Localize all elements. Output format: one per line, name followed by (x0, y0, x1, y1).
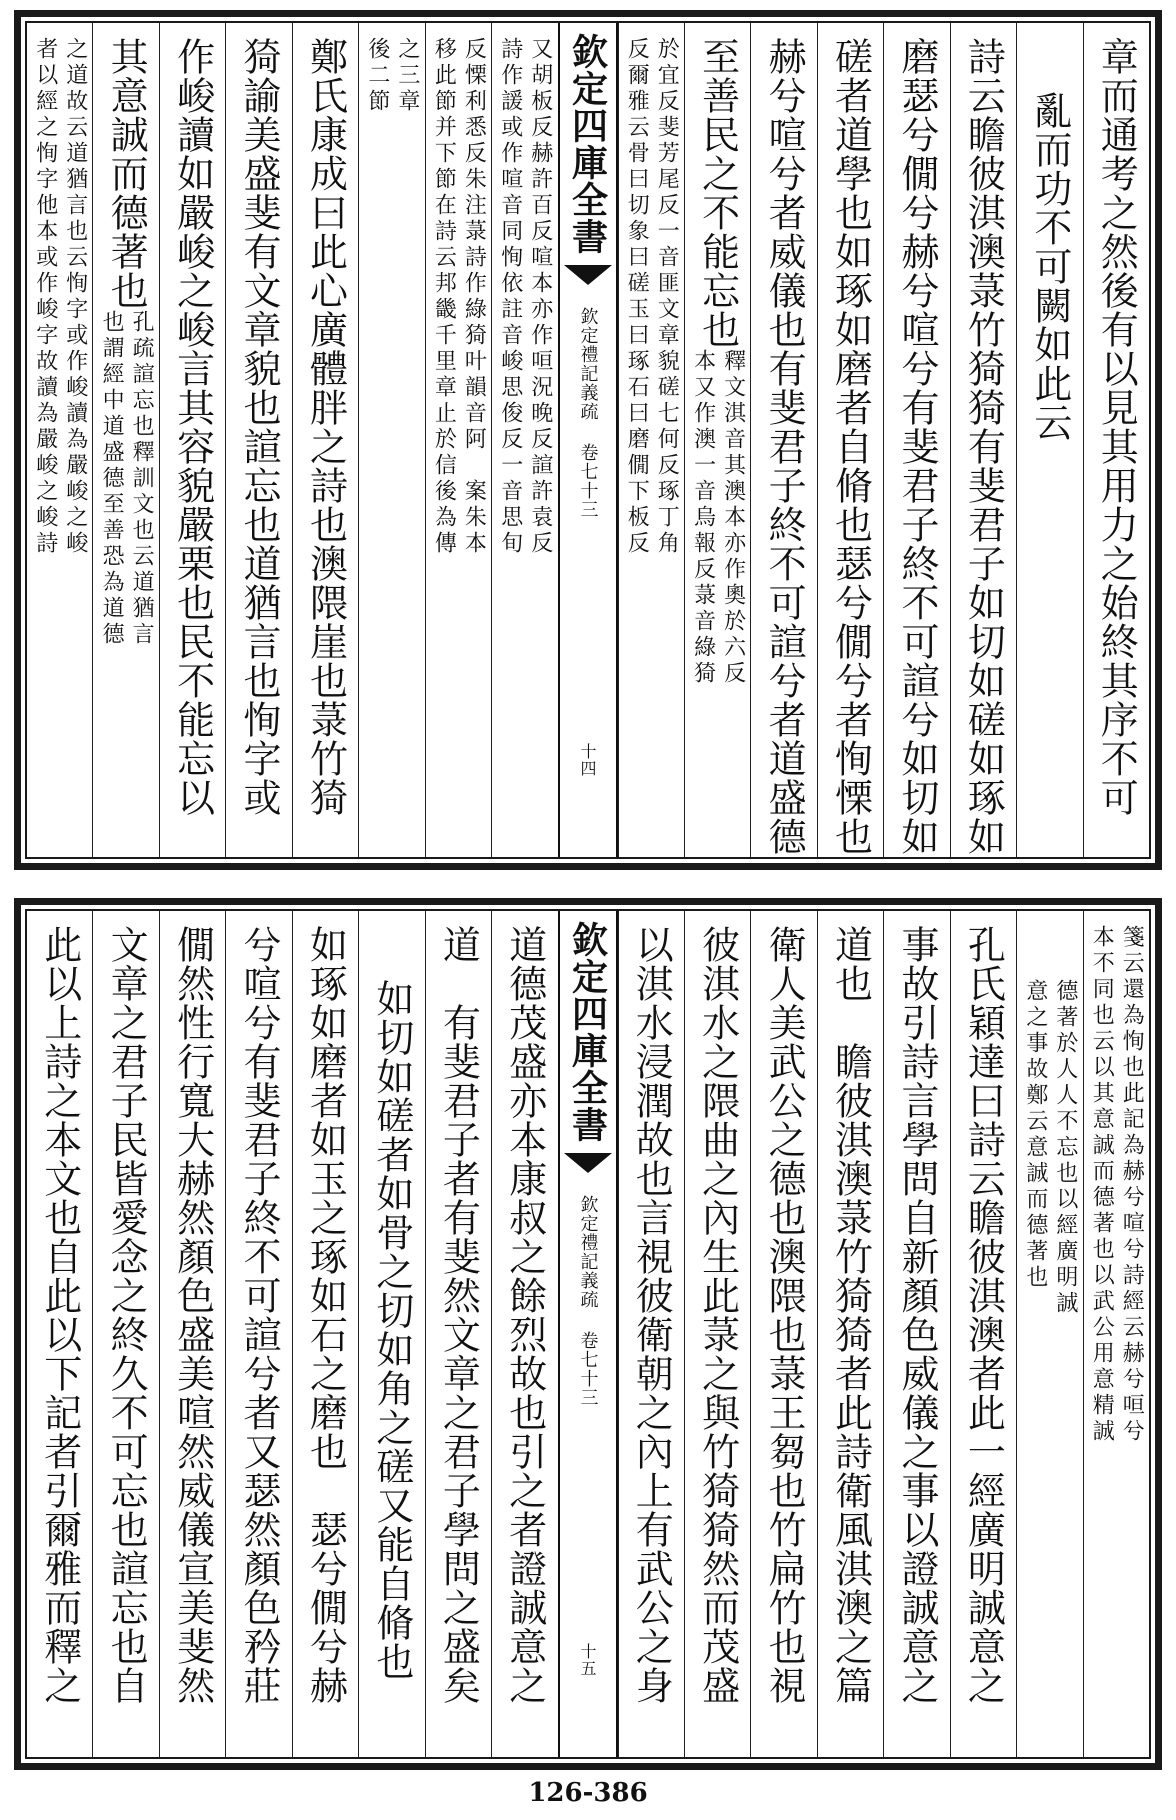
annotation-line: 詩作諼或作喧音同恂依註音峻思俊反一音思旬 (497, 37, 523, 557)
text-column (1016, 911, 1082, 1757)
text-column (292, 911, 358, 1757)
text-column (159, 23, 225, 857)
annotation-block (689, 349, 747, 687)
main-text: 僩然性行寬大赫然顏色盛美喧然威儀宣美斐然 (170, 925, 215, 1705)
annotation-block (31, 23, 89, 857)
annotation-block (1021, 911, 1079, 1757)
main-text: 衛人美武公之德也澳隈也菉王芻也竹扁竹也視 (762, 925, 807, 1705)
main-text: 磋者道學也如琢如磨者自脩也瑟兮僩兮者恂慄也 (828, 37, 873, 856)
text-column (883, 23, 949, 857)
annotation-block (1087, 911, 1145, 1757)
volume-title: 欽定禮記義疏 (577, 307, 599, 421)
text-column (883, 911, 949, 1757)
text-column (684, 911, 750, 1757)
center-margin-column (558, 23, 618, 857)
main-text: 如琢如磨者如玉之琢如石之磨也 瑟兮僩兮赫 (303, 925, 348, 1705)
main-text: 至善民之不能忘也 (695, 37, 740, 349)
annotation-line: 孔疏諠忘也釋訓文也云道猶言 (129, 310, 155, 648)
text-column (618, 23, 684, 857)
annotation-block (363, 23, 421, 857)
main-text: 道也 瞻彼淇澳菉竹猗猗者此詩衛風淇澳之篇 (828, 925, 873, 1705)
annotation-block (97, 310, 155, 648)
main-text: 事故引詩言學問自新顏色威儀之事以證誠意之 (894, 925, 939, 1705)
annotation-block (496, 23, 554, 857)
text-column (491, 23, 557, 857)
text-column (225, 911, 291, 1757)
top-page-columns (25, 21, 1151, 859)
bottom-page (14, 898, 1162, 1770)
text-column (358, 23, 424, 857)
text-column (1016, 23, 1082, 857)
main-text: 鄭氏康成曰此心廣體胖之詩也澳隈崖也菉竹猗 (303, 37, 348, 817)
text-column (491, 911, 557, 1757)
volume-number: 卷七十三 (577, 1331, 599, 1407)
annotation-line: 又胡板反赫許百反喧本亦作咺況晚反諠許袁反 (527, 37, 553, 557)
book-title: 欽定四庫全書 (566, 33, 609, 255)
main-text: 彼淇水之隈曲之內生此菉之與竹猗猗然而茂盛 (695, 925, 740, 1705)
main-text: 兮喧兮有斐君子終不可諠兮者又瑟然顏色矜莊 (237, 925, 282, 1705)
text-column (1083, 23, 1149, 857)
text-column (92, 23, 158, 857)
main-text: 詩云瞻彼淇澳菉竹猗猗有斐君子如切如磋如琢如 (961, 37, 1006, 856)
main-text: 此以上詩之本文也自此以下記者引爾雅而釋之 (37, 925, 82, 1705)
fishtail-mark (564, 265, 612, 285)
text-column (27, 23, 92, 857)
fishtail-mark (564, 1153, 612, 1173)
text-column (750, 23, 816, 857)
annotation-line: 者以經之恂字他本或作峻字故讀為嚴峻之峻詩 (32, 37, 58, 557)
text-column (750, 911, 816, 1757)
text-column (292, 23, 358, 857)
text-column (27, 911, 92, 1757)
text-column (92, 911, 158, 1757)
text-column (817, 23, 883, 857)
page-footer-number: 126-386 (528, 1778, 648, 1808)
main-text: 道 有斐君子者有斐然文章之君子學問之盛矣 (436, 925, 481, 1705)
annotation-line: 之三章 (394, 37, 420, 115)
main-text: 亂而功不可闕如此云 (1027, 91, 1072, 442)
folio-number: 十四 (578, 743, 597, 777)
center-margin-column (558, 911, 618, 1757)
annotation-line: 反慄利悉反朱注菉詩作綠猗叶韻音阿 案朱本 (461, 37, 487, 557)
main-text: 章而通考之然後有以見其用力之始終其序不可 (1094, 37, 1139, 817)
main-text: 作峻讀如嚴峻之峻言其容貌嚴栗也民不能忘以 (170, 37, 215, 817)
text-column (425, 911, 491, 1757)
mixed-block (97, 23, 155, 857)
annotation-line: 後二節 (364, 37, 390, 115)
annotation-line: 德著於人人不忘也以經廣明誠 (1052, 979, 1078, 1317)
top-page (14, 10, 1162, 870)
main-text: 以淇水浸潤故也言視彼衛朝之內上有武公之身 (629, 925, 674, 1705)
text-column (425, 23, 491, 857)
text-column (950, 911, 1016, 1757)
text-column (1083, 911, 1149, 1757)
bottom-page-columns (25, 909, 1151, 1759)
volume-title: 欽定禮記義疏 (577, 1195, 599, 1309)
text-column (225, 23, 291, 857)
folio-number: 十五 (578, 1643, 597, 1677)
main-text: 孔氏穎達曰詩云瞻彼淇澳者此一經廣明誠意之 (961, 925, 1006, 1705)
annotation-line: 釋文淇音其澳本亦作奧於六反 (720, 349, 746, 687)
volume-number: 卷七十三 (577, 443, 599, 519)
text-column (358, 911, 424, 1757)
main-text: 磨瑟兮僩兮赫兮喧兮有斐君子終不可諠兮如切如 (894, 37, 939, 856)
annotation-line: 箋云還為恂也此記為赫兮喧兮詩經云赫兮咺兮 (1119, 925, 1145, 1445)
annotation-line: 反爾雅云骨曰切象曰磋玉曰琢石曰磨僩下板反 (624, 37, 650, 557)
mixed-block (689, 23, 747, 857)
book-title: 欽定四庫全書 (566, 921, 609, 1143)
main-text: 道德茂盛亦本康叔之餘烈故也引之者證誠意之 (502, 925, 547, 1705)
annotation-line: 之道故云道猶言也云恂字或作峻讀為嚴峻之峻 (62, 37, 88, 557)
annotation-line: 移此節并下節在詩云邦畿千里章止於信後為傳 (431, 37, 457, 557)
annotation-line: 也謂經中道盛德至善恐為道德 (99, 310, 125, 648)
main-text: 文章之君子民皆愛念之終久不可忘也諠忘也自 (104, 925, 149, 1705)
text-column (950, 23, 1016, 857)
annotation-line: 於宜反斐芳尾反一音匪文章貌磋七何反琢丁角 (654, 37, 680, 557)
text-column (684, 23, 750, 857)
annotation-line: 本不同也云以其意誠而德著也以武公用意精誠 (1089, 925, 1115, 1445)
main-text: 赫兮喧兮者威儀也有斐君子終不可諠兮者道盛德 (762, 37, 807, 856)
annotation-block (622, 23, 680, 857)
main-text: 如切如磋者如骨之切如角之磋又能自脩也 (369, 979, 414, 1681)
annotation-line: 意之事故鄭云意誠而德著也 (1022, 979, 1048, 1291)
main-text: 猗諭美盛斐有文章貌也諠忘也道猶言也恂字或 (237, 37, 282, 817)
annotation-block (429, 23, 487, 857)
text-column (618, 911, 684, 1757)
text-column (159, 911, 225, 1757)
text-column (817, 911, 883, 1757)
main-text: 其意誠而德著也 (104, 37, 149, 310)
annotation-line: 本又作澳一音烏報反菉音綠猗 (690, 349, 716, 687)
